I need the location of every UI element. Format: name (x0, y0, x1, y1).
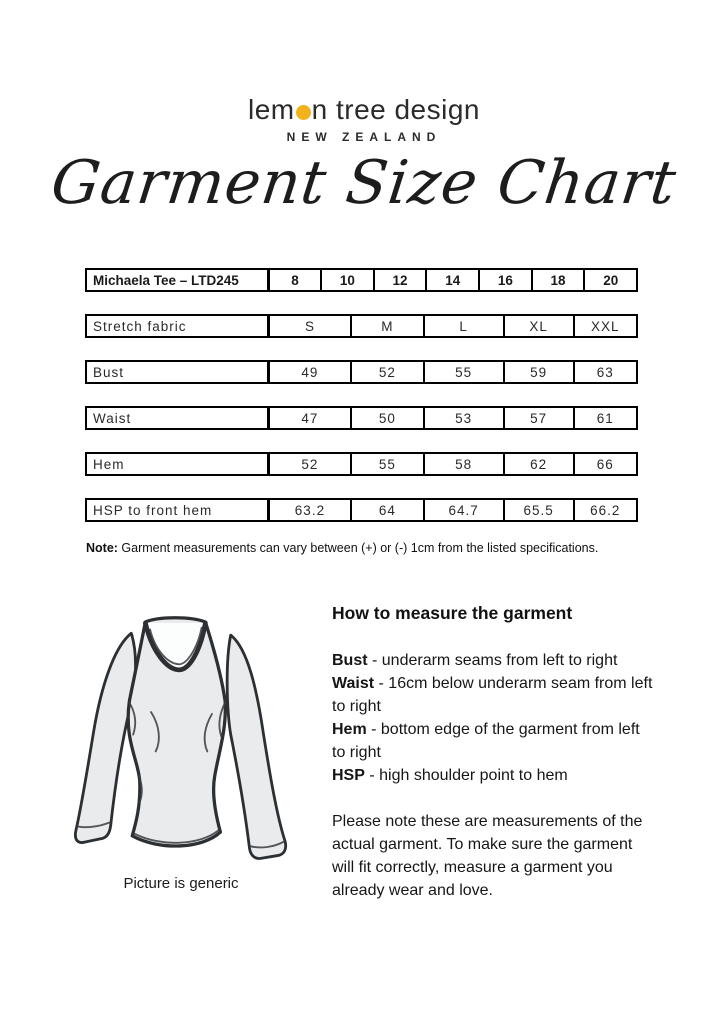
size-chart-row-bust (85, 360, 638, 384)
size-chart-row-product (85, 268, 638, 292)
garment-illustration (62, 592, 300, 864)
brand-logo (0, 94, 728, 144)
size-cell: 8 (268, 269, 321, 291)
figure-caption: Picture is generic (123, 875, 239, 892)
fabric-size-cell: S (268, 315, 351, 337)
desc-waist: - 16cm below underarm seam from left to right (332, 675, 653, 715)
measurement-cell: 64 (351, 499, 424, 521)
measurement-cell: 57 (504, 407, 574, 429)
lemon-dot-icon (296, 105, 311, 120)
measurement-cell: 52 (268, 453, 351, 475)
measurement-cell: 50 (351, 407, 424, 429)
measurement-cell: 55 (351, 453, 424, 475)
measurement-cell: 55 (424, 361, 504, 383)
brand-name-part: lem (247, 94, 295, 125)
fabric-size-cell: L (424, 315, 504, 337)
fabric-size-cell: XL (504, 315, 574, 337)
desc-bust: - underarm seams from left to right (367, 652, 618, 669)
measurement-cell: 65.5 (504, 499, 574, 521)
note-label: Note: (86, 541, 118, 555)
size-chart (85, 268, 638, 544)
size-chart-row-waist (85, 406, 638, 430)
row-label-waist: Waist (86, 407, 268, 429)
size-chart-row-fabric (85, 314, 638, 338)
brand-country: NEW ZEALAND (286, 130, 442, 144)
size-cell: 12 (374, 269, 427, 291)
row-label-product: Michaela Tee – LTD245 (86, 269, 268, 291)
brand-name-part: n tree design (311, 94, 480, 125)
how-to-paragraph: Please note these are measurements of the actual garment. To make sure the garment will fit correctly, measure a garment you already wear and love. (332, 813, 643, 899)
row-label-hem: Hem (86, 453, 268, 475)
term-waist: Waist (332, 675, 375, 692)
term-hem: Hem (332, 721, 367, 738)
measurement-cell: 63 (574, 361, 637, 383)
measurement-cell: 63.2 (268, 499, 351, 521)
measurement-cell: 59 (504, 361, 574, 383)
size-chart-row-hsp (85, 498, 638, 522)
term-bust: Bust (332, 652, 368, 669)
size-chart-row-hem (85, 452, 638, 476)
desc-hem: - bottom edge of the garment from left to right (332, 721, 640, 761)
how-to-measure-section (332, 602, 656, 902)
measurement-cell: 66 (574, 453, 637, 475)
how-to-item-waist (332, 672, 656, 718)
how-to-item-hem (332, 718, 656, 764)
size-cell: 14 (426, 269, 479, 291)
row-label-bust: Bust (86, 361, 268, 383)
fabric-size-cell: M (351, 315, 424, 337)
size-cell: 16 (479, 269, 532, 291)
how-to-heading: How to measure the garment (332, 603, 573, 623)
tolerance-note (86, 541, 598, 555)
measurement-cell: 66.2 (574, 499, 637, 521)
measurement-cell: 64.7 (424, 499, 504, 521)
measurement-cell: 47 (268, 407, 351, 429)
row-label-hsp: HSP to front hem (86, 499, 268, 521)
garment-figure (56, 592, 306, 892)
measurement-cell: 62 (504, 453, 574, 475)
page-title: Garment Size Chart (47, 148, 681, 218)
measurement-cell: 53 (424, 407, 504, 429)
fabric-size-cell: XXL (574, 315, 637, 337)
how-to-item-hsp (332, 764, 656, 787)
row-label-fabric: Stretch fabric (86, 315, 268, 337)
measurement-cell: 58 (424, 453, 504, 475)
measurement-cell: 52 (351, 361, 424, 383)
how-to-item-bust (332, 649, 656, 672)
note-text: Garment measurements can vary between (+) or (-) 1cm from the listed specifications. (117, 541, 599, 555)
size-cell: 10 (321, 269, 374, 291)
size-cell: 20 (584, 269, 637, 291)
measurement-cell: 61 (574, 407, 637, 429)
size-cell: 18 (532, 269, 585, 291)
brand-name (0, 94, 728, 126)
term-hsp: HSP (332, 767, 365, 784)
desc-hsp: - high shoulder point to hem (364, 767, 568, 784)
measurement-cell: 49 (268, 361, 351, 383)
